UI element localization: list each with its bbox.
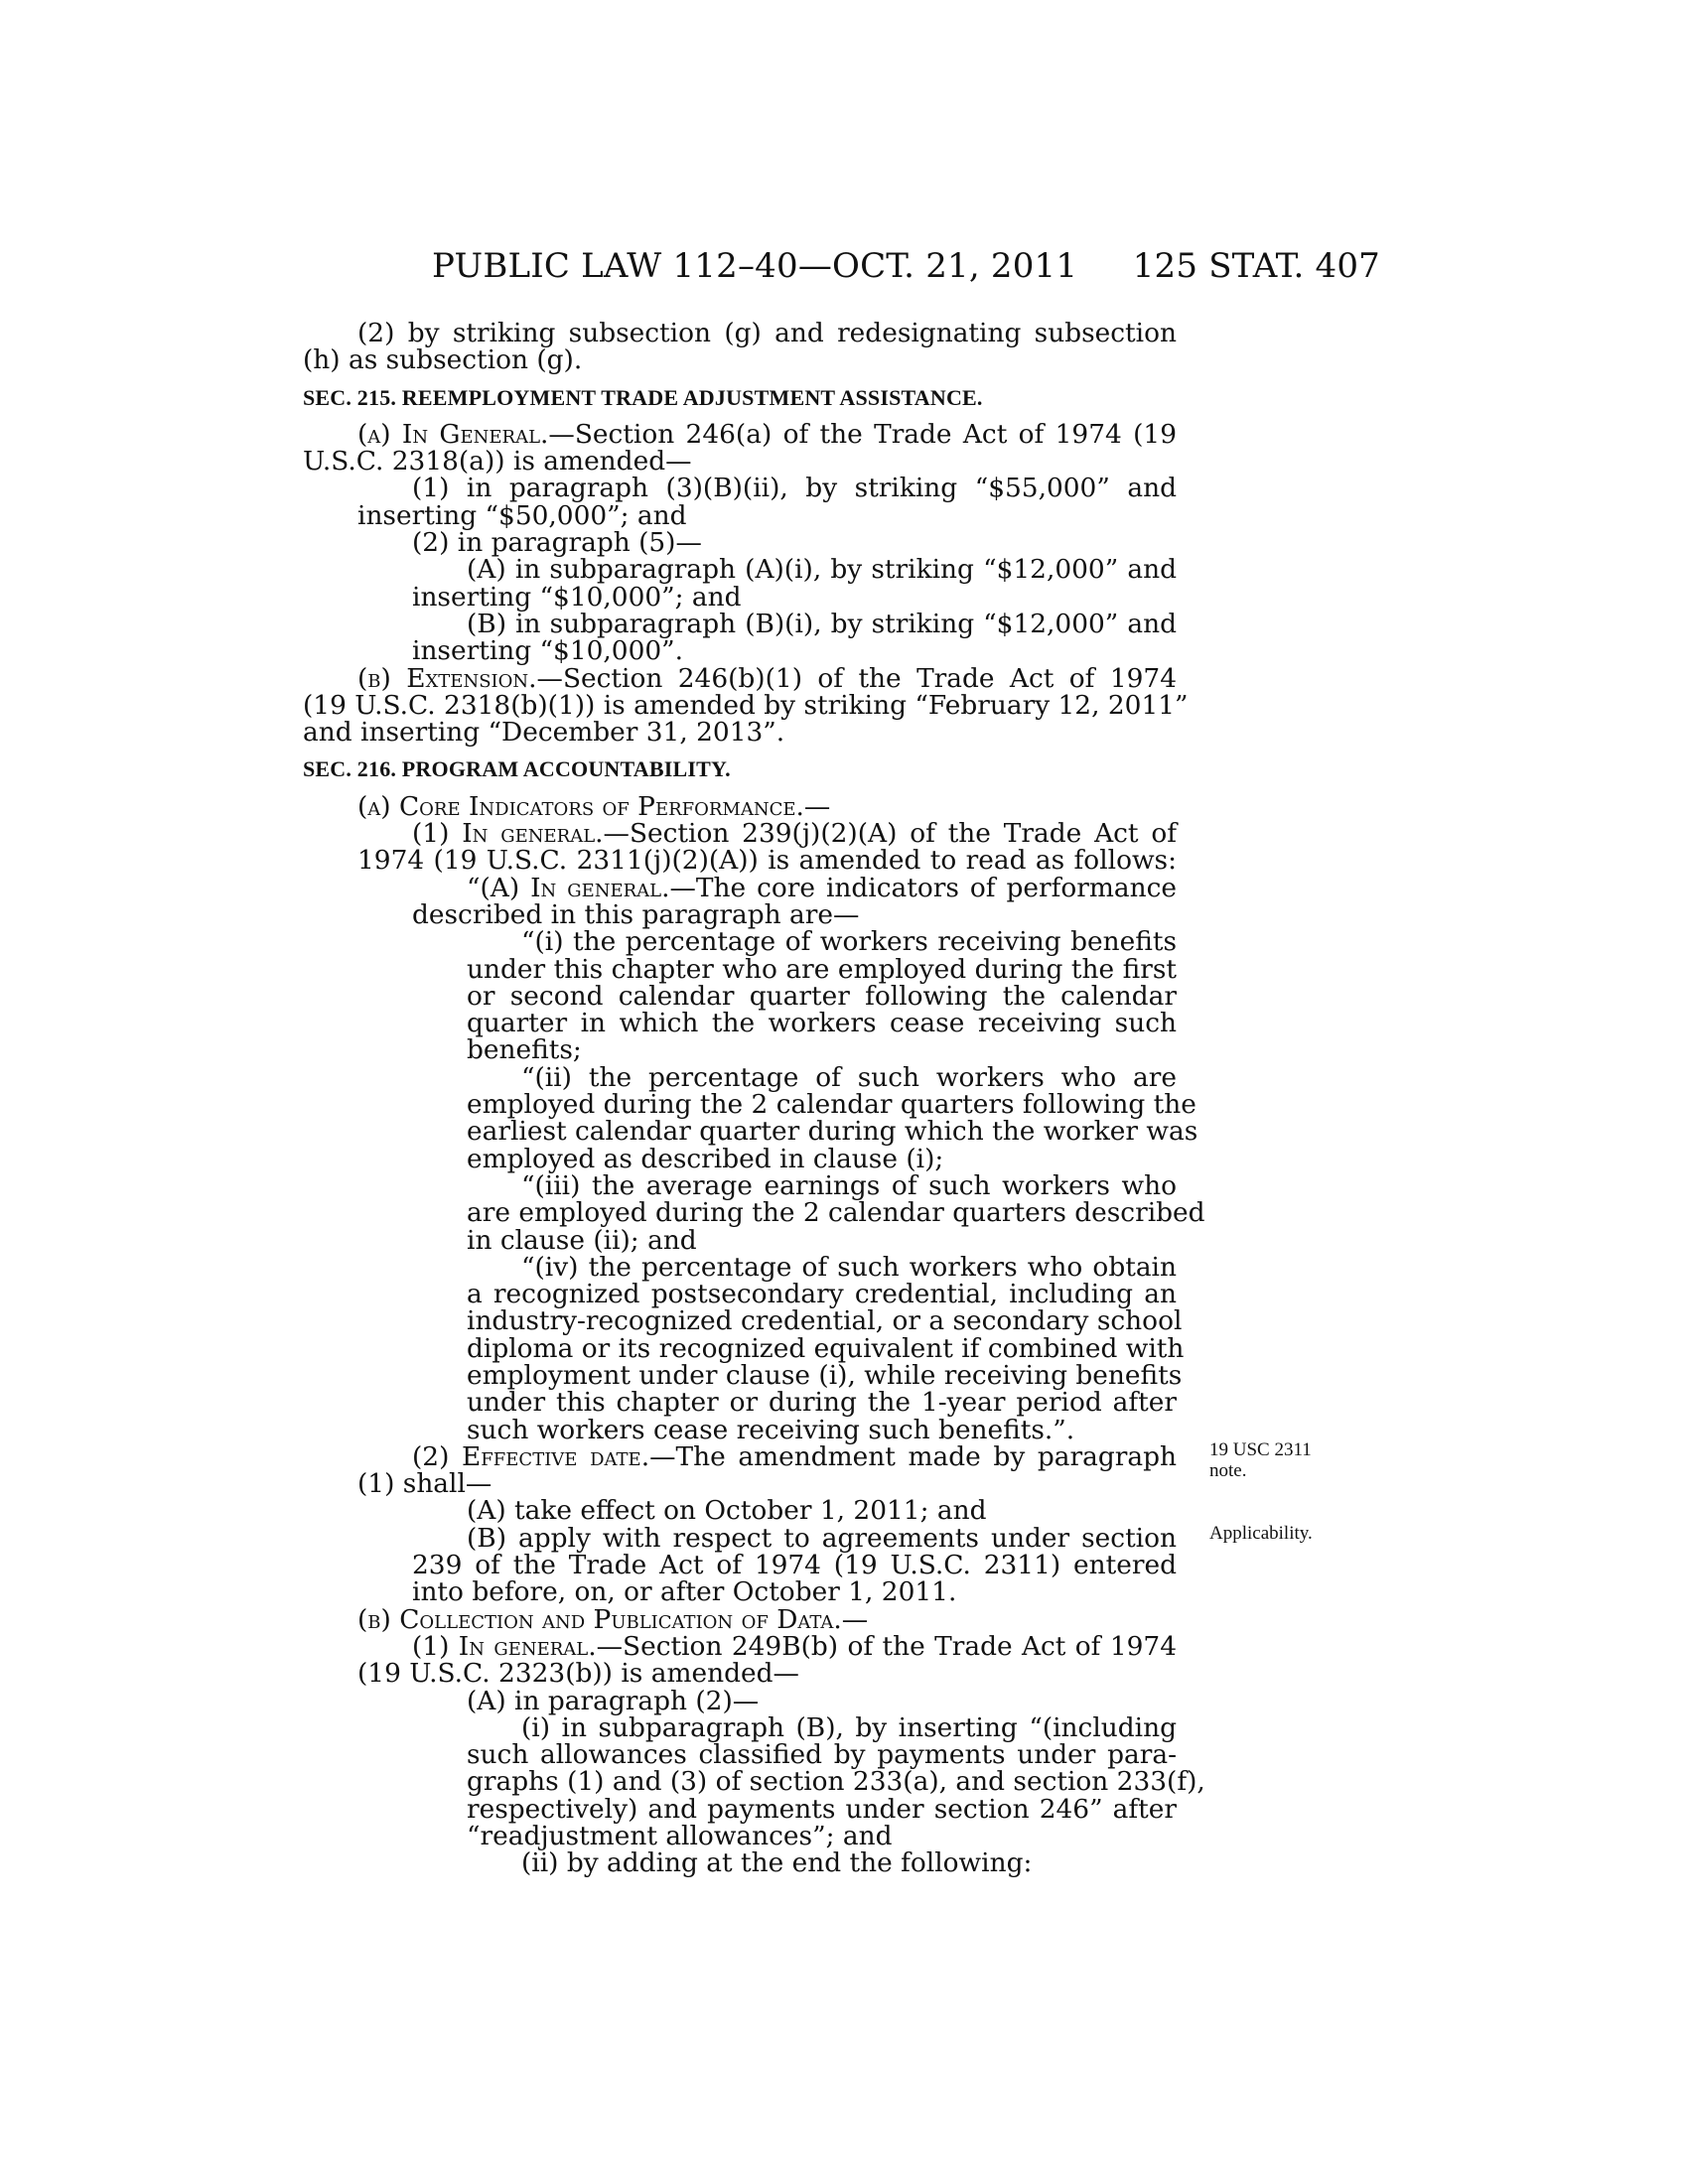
text-line: (19 U.S.C. 2318(b)(1)) is amended by striking “February 12, 2011” — [303, 689, 1189, 721]
text-line: such allowances classified by payments under para- — [467, 1739, 1177, 1771]
text-line: U.S.C. 2318(a)) is amended— — [303, 446, 692, 478]
subsection-label: (a) In General. — [357, 418, 549, 450]
text-line: (a) Core Indicators of Performance.— — [357, 790, 831, 822]
margin-note-line: 19 USC 2311 — [1209, 1439, 1312, 1460]
paragraph-label: (1) In general. — [412, 1630, 597, 1662]
text-line: (ii) by adding at the end the following: — [521, 1847, 1033, 1879]
text-line: under this chapter or during the 1-year period after — [467, 1387, 1177, 1419]
text-span: —Section 246(b)(1) of the Trade Act of 1974 — [536, 662, 1177, 694]
text-span: —Section 249B(b) of the Trade Act of 1974 — [596, 1630, 1178, 1662]
text-span: —The amendment made by paragraph — [649, 1440, 1177, 1472]
paragraph-label: (1) In general. — [412, 818, 604, 850]
text-line: inserting “$50,000”; and — [357, 499, 687, 531]
text-line: such workers cease receiving such benefits.”. — [467, 1414, 1075, 1445]
text-span: —Section 246(a) of the Trade Act of 1974 (19 — [548, 418, 1177, 450]
header-title: PUBLIC LAW 112–40—OCT. 21, 2011 — [432, 246, 1078, 286]
text-line: graphs (1) and (3) of section 233(a), and section 233(f), — [467, 1766, 1205, 1798]
subparagraph-label: “(A) In general. — [467, 872, 670, 903]
text-line: a recognized postsecondary credential, including an — [467, 1279, 1177, 1310]
text-line: (i) in subparagraph (B), by inserting “(including — [521, 1711, 1177, 1743]
text-line: respectively) and payments under section 246” after — [467, 1793, 1177, 1825]
text-line: (A) take effect on October 1, 2011; and — [467, 1495, 987, 1527]
text-line: employment under clause (i), while receiving benefits — [467, 1359, 1183, 1391]
text-line: in clause (ii); and — [467, 1224, 697, 1256]
text-line: “readjustment allowances”; and — [467, 1821, 893, 1852]
margin-note-usc — [1209, 1439, 1312, 1481]
text-span: —The core indicators of performance — [669, 872, 1177, 903]
text-line — [357, 818, 1178, 850]
text-line: under this chapter who are employed during the first — [467, 953, 1177, 985]
text-line: (1) shall— — [357, 1468, 492, 1500]
margin-note-line: note. — [1209, 1460, 1247, 1481]
section-heading-216: SEC. 216. PROGRAM ACCOUNTABILITY. — [303, 756, 731, 782]
text-span: —Section 239(j)(2)(A) of the Trade Act of — [603, 818, 1178, 850]
text-line: described in this paragraph are— — [412, 898, 860, 930]
text-line: industry-recognized credential, or a secondary school — [467, 1305, 1183, 1337]
text-line: “(i) the percentage of workers receiving benefits — [521, 926, 1177, 958]
text-line: (2) by striking subsection (g) and redesignating subsection — [357, 318, 1177, 348]
text-line: (1) in paragraph (3)(B)(ii), by striking “$55,000” and — [412, 473, 1177, 504]
text-line: inserting “$10,000”. — [412, 635, 684, 667]
text-line: 239 of the Trade Act of 1974 (19 U.S.C. 2311) entered — [412, 1550, 1177, 1581]
text-line: are employed during the 2 calendar quarters described — [467, 1197, 1205, 1229]
text-line: into before, on, or after October 1, 2011. — [412, 1576, 957, 1608]
text-line: diploma or its recognized equivalent if combined with — [467, 1332, 1185, 1364]
text-line: employed as described in clause (i); — [467, 1143, 944, 1174]
text-line: benefits; — [467, 1034, 582, 1066]
text-line: (2) in paragraph (5)— — [412, 527, 702, 559]
text-line: “(iv) the percentage of such workers who obtain — [521, 1251, 1177, 1283]
text-line: (B) apply with respect to agreements under section — [467, 1522, 1177, 1554]
text-line — [303, 418, 1177, 450]
text-line: “(iii) the average earnings of such workers who — [521, 1169, 1177, 1201]
text-line — [357, 1440, 1177, 1472]
section-heading-215: SEC. 215. REEMPLOYMENT TRADE ADJUSTMENT ASSISTANCE. — [303, 384, 983, 410]
text-line: (19 U.S.C. 2323(b)) is amended— — [357, 1658, 799, 1690]
text-line — [412, 872, 1177, 903]
text-line: 1974 (19 U.S.C. 2311(j)(2)(A)) is amended to read as follows: — [357, 845, 1177, 877]
subsection-label: (b) Extension. — [357, 662, 537, 694]
text-line: inserting “$10,000”; and — [412, 581, 742, 613]
text-line: (A) in paragraph (2)— — [467, 1685, 760, 1716]
text-line — [357, 1630, 1178, 1662]
text-line: employed during the 2 calendar quarters following the — [467, 1089, 1196, 1121]
header-stat-page: 125 STAT. 407 — [1132, 246, 1380, 286]
paragraph-label: (2) Effective date. — [412, 1440, 650, 1472]
text-line: (A) in subparagraph (A)(i), by striking “$12,000” and — [467, 554, 1177, 586]
text-line: (B) in subparagraph (B)(i), by striking “$12,000” and — [467, 608, 1177, 639]
text-line: (h) as subsection (g). — [303, 344, 583, 376]
document-body — [303, 318, 1205, 1879]
text-line — [303, 662, 1177, 694]
text-line: quarter in which the workers cease receiving such — [467, 1008, 1177, 1039]
text-line: earliest calendar quarter during which the worker was — [467, 1116, 1198, 1148]
text-line: and inserting “December 31, 2013”. — [303, 717, 785, 749]
text-line: “(ii) the percentage of such workers who are — [521, 1061, 1177, 1093]
margin-note-applicability: Applicability. — [1209, 1523, 1313, 1544]
text-line: (b) Collection and Publication of Data.— — [357, 1603, 869, 1635]
text-line: or second calendar quarter following the calendar — [467, 980, 1177, 1012]
